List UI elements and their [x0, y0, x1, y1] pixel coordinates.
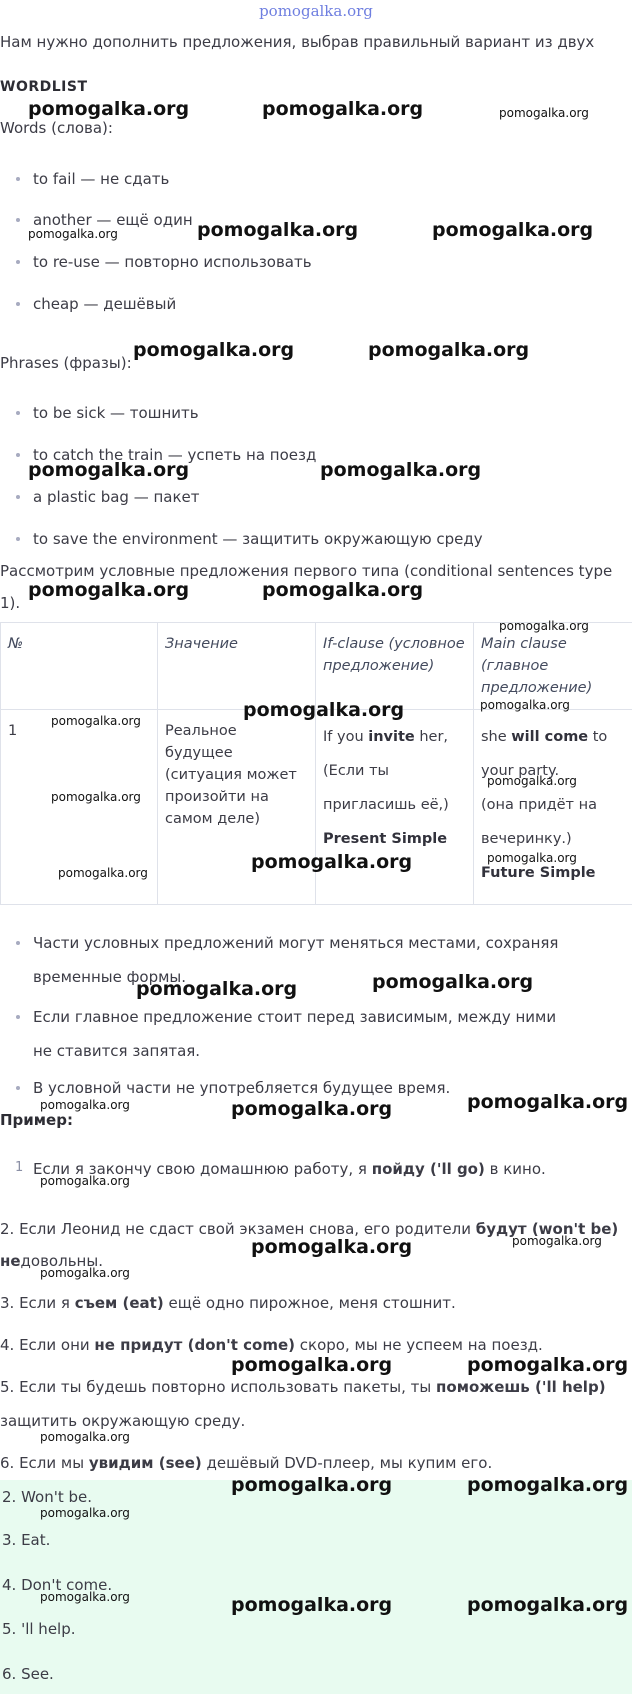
bullet-icon [16, 1086, 20, 1090]
bullet-icon [16, 941, 20, 945]
watermark: pomogalka.org [499, 106, 589, 120]
answer-item: 2. Won't be. [2, 1488, 93, 1506]
example-label: Пример: [0, 1111, 73, 1129]
watermark: pomogalka.org [467, 1594, 629, 1616]
watermark: pomogalka.org [487, 774, 577, 788]
watermark: pomogalka.org [40, 1430, 130, 1444]
sentence-5-line2: защитить окружающую среду. [0, 1412, 246, 1430]
watermark: pomogalka.org [262, 98, 424, 120]
bullet-icon [16, 218, 20, 222]
watermark: pomogalka.org [40, 1590, 130, 1604]
watermark: pomogalka.org [251, 851, 413, 873]
watermark: pomogalka.org [368, 339, 530, 361]
watermark: pomogalka.org [40, 1266, 130, 1280]
site-title[interactable]: pomogalka.org [259, 2, 373, 20]
sentence-2-line1: 2. Если Леонид не сдаст свой экзамен снова, его родители будут (won't be) [0, 1220, 619, 1238]
watermark: pomogalka.org [251, 1236, 413, 1258]
watermark: pomogalka.org [499, 619, 589, 633]
table-cell-main-clause: she will come to your party. (она придёт на вечеринку.) Future Simple [474, 710, 632, 905]
watermark: pomogalka.org [197, 219, 359, 241]
table-cell-if-clause: If you invite her, (Если ты пригласишь её,) Present Simple [316, 710, 474, 905]
bullet-icon [16, 411, 20, 415]
bullet-icon [16, 260, 20, 264]
conditional-intro-line2: 1). [0, 594, 21, 612]
sentence-3: 3. Если я съем (eat) ещё одно пирожное, меня стошнит. [0, 1294, 456, 1312]
bullet-icon [16, 302, 20, 306]
watermark: pomogalka.org [467, 1474, 629, 1496]
answer-item: 4. Don't come. [2, 1576, 113, 1594]
conditional-intro-line1: Рассмотрим условные предложения первого типа (conditional sentences type [0, 562, 613, 580]
table-header-row [1, 623, 632, 710]
watermark: pomogalka.org [51, 714, 141, 728]
watermark: pomogalka.org [320, 459, 482, 481]
watermark: pomogalka.org [133, 339, 295, 361]
bullet-icon [16, 177, 20, 181]
bullet-icon [16, 495, 20, 499]
watermark: pomogalka.org [243, 699, 405, 721]
watermark: pomogalka.org [432, 219, 594, 241]
watermark: pomogalka.org [480, 698, 570, 712]
watermark: pomogalka.org [28, 98, 190, 120]
watermark: pomogalka.org [231, 1474, 393, 1496]
sentence-2-line2: недовольны. [0, 1252, 103, 1270]
intro-text: Нам нужно дополнить предложения, выбрав правильный вариант из двух [0, 33, 595, 51]
watermark: pomogalka.org [512, 1234, 602, 1248]
answer-item: 6. See. [2, 1665, 54, 1683]
bullet-icon [16, 1015, 20, 1019]
watermark: pomogalka.org [40, 1174, 130, 1188]
answer-item: 5. 'll help. [2, 1620, 76, 1638]
watermark: pomogalka.org [136, 978, 298, 1000]
watermark: pomogalka.org [372, 971, 534, 993]
table-header-if-clause: If-clause (условное предложение) [316, 623, 474, 710]
watermark: pomogalka.org [28, 227, 118, 241]
watermark: pomogalka.org [58, 866, 148, 880]
wordlist-heading: WORDLIST [0, 79, 88, 95]
table-header-meaning: Значение [158, 623, 316, 710]
watermark: pomogalka.org [28, 579, 190, 601]
watermark: pomogalka.org [231, 1594, 393, 1616]
table-cell-meaning: Реальное будущее (ситуация может произойти на самом деле) [158, 710, 316, 905]
answer-item: 3. Eat. [2, 1531, 51, 1549]
watermark: pomogalka.org [40, 1506, 130, 1520]
sentence-5-line1: 5. Если ты будешь повторно использовать пакеты, ты поможешь ('ll help) [0, 1378, 606, 1396]
watermark: pomogalka.org [467, 1091, 629, 1113]
bullet-icon [16, 453, 20, 457]
bullet-icon [16, 537, 20, 541]
watermark: pomogalka.org [467, 1354, 629, 1376]
watermark: pomogalka.org [40, 1098, 130, 1112]
table-cell-num: 1 [1, 710, 158, 905]
watermark: pomogalka.org [231, 1354, 393, 1376]
watermark: pomogalka.org [28, 459, 190, 481]
sentence-6: 6. Если мы увидим (see) дешёвый DVD-плеер, мы купим его. [0, 1454, 493, 1472]
words-label: Words (слова): [0, 119, 113, 137]
table-header-num: № [1, 623, 158, 710]
watermark: pomogalka.org [262, 579, 424, 601]
watermark: pomogalka.org [487, 851, 577, 865]
watermark: pomogalka.org [231, 1098, 393, 1120]
watermark: pomogalka.org [51, 790, 141, 804]
phrases-label: Phrases (фразы): [0, 354, 132, 372]
table-header-main-clause: Main clause (главное предложение) [474, 623, 632, 710]
sentence-4: 4. Если они не придут (don't come) скоро, мы не успеем на поезд. [0, 1336, 543, 1354]
